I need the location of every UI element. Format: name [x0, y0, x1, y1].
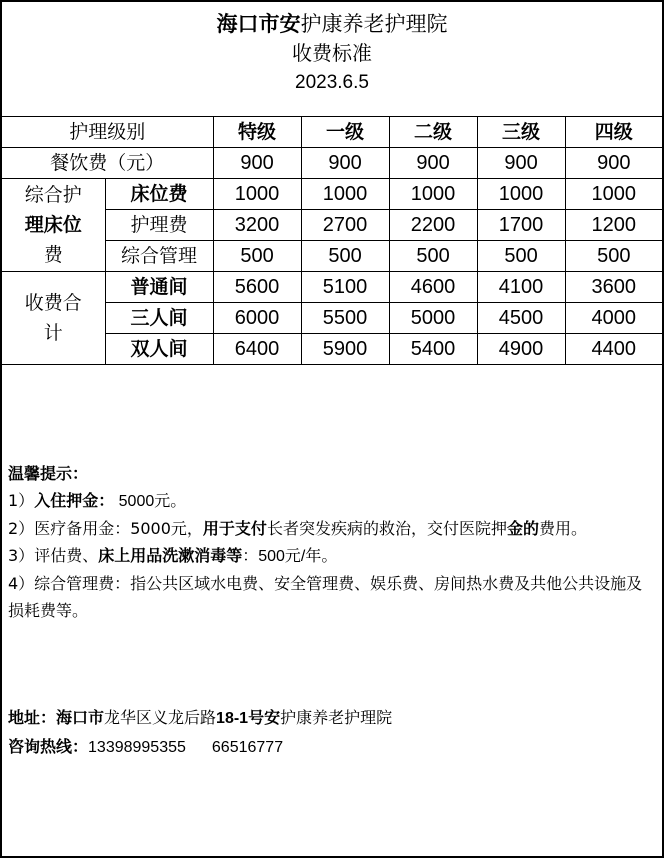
triple-room-value: 4500: [477, 303, 565, 334]
care-value: 1700: [477, 210, 565, 241]
care-label: 护理费: [105, 210, 213, 241]
title-rest: 护康养老护理院: [300, 12, 448, 36]
phone-number: 13398995355: [88, 739, 186, 756]
triple-room-value: 5000: [389, 303, 477, 334]
note-label: 评估费、: [34, 546, 99, 565]
mgmt-label: 综合管理: [105, 241, 213, 272]
normal-room-value: 4600: [389, 272, 477, 303]
normal-room-label: 普通间: [105, 272, 213, 303]
address-text: 护康养老护理院: [280, 708, 393, 727]
meal-value: 900: [301, 148, 389, 179]
level-cell: 四级: [565, 117, 662, 148]
meal-value: 900: [389, 148, 477, 179]
mgmt-value: 500: [301, 241, 389, 272]
normal-room-value: 5600: [213, 272, 301, 303]
mgmt-value: 500: [389, 241, 477, 272]
notes-section: [8, 460, 658, 624]
meal-label: 餐饮费（元）: [2, 148, 213, 179]
normal-room-value: 4100: [477, 272, 565, 303]
phone-line: [8, 733, 658, 762]
note-item: [8, 487, 658, 515]
group-line: 计: [43, 322, 63, 344]
note-bold: 金的: [506, 519, 539, 538]
note-bold: 入住押金：: [34, 491, 115, 510]
group-line: 费: [43, 244, 63, 266]
triple-room-value: 4000: [565, 303, 662, 334]
double-room-value: 6400: [213, 334, 301, 365]
bed-value: 1000: [301, 179, 389, 210]
mgmt-value: 500: [565, 241, 662, 272]
triple-room-value: 5500: [301, 303, 389, 334]
care-value: 2200: [389, 210, 477, 241]
note-prefix: 3）: [8, 546, 35, 565]
notes-heading: 温馨提示：: [8, 464, 89, 483]
phone-label: 咨询热线：: [8, 737, 89, 756]
bed-label: 床位费: [105, 179, 213, 210]
note-bold: 用于支付: [202, 519, 267, 538]
address-bold: 18-1号安: [216, 710, 281, 727]
double-room-value: 4400: [565, 334, 662, 365]
meal-value: 900: [213, 148, 301, 179]
mgmt-value: 500: [213, 241, 301, 272]
double-room-value: 4900: [477, 334, 565, 365]
note-prefix: 1）: [8, 491, 35, 510]
group-care-bed: [2, 179, 105, 272]
page-date: 2023.6.5: [295, 72, 369, 93]
care-value: 2700: [301, 210, 389, 241]
note-item: [8, 542, 658, 570]
address-label: 地址：: [8, 708, 57, 727]
note-value: 5000元。: [114, 493, 187, 510]
level-cell: 三级: [477, 117, 565, 148]
care-value: 3200: [213, 210, 301, 241]
page-subtitle: 收费标准: [292, 41, 372, 65]
note-bold: 床上用品洗漱消毒等: [98, 546, 243, 565]
level-cell: 一级: [301, 117, 389, 148]
double-room-value: 5400: [389, 334, 477, 365]
note-label: 医疗备用金：5000元，: [34, 519, 203, 538]
bed-value: 1000: [565, 179, 662, 210]
level-cell: 特级: [213, 117, 301, 148]
group-total: [2, 272, 105, 365]
bed-value: 1000: [477, 179, 565, 210]
bed-value: 1000: [389, 179, 477, 210]
table-row: [2, 272, 662, 303]
page-title: [2, 10, 662, 39]
contact-section: [8, 704, 658, 762]
triple-room-value: 6000: [213, 303, 301, 334]
level-cell: 二级: [389, 117, 477, 148]
normal-room-value: 3600: [565, 272, 662, 303]
triple-room-label: 三人间: [105, 303, 213, 334]
double-room-value: 5900: [301, 334, 389, 365]
table-row: [2, 117, 662, 148]
address-text: 龙华区义龙后路: [104, 708, 217, 727]
note-text: 长者突发疾病的救治，交付医院押: [266, 519, 507, 538]
table-row: [2, 179, 662, 210]
care-value: 1200: [565, 210, 662, 241]
address-bold: 海口市: [56, 708, 105, 727]
normal-room-value: 5100: [301, 272, 389, 303]
note-prefix: 2）: [8, 519, 35, 538]
phone-number: 66516777: [211, 739, 284, 756]
meal-value: 900: [565, 148, 662, 179]
group-line: 综合护: [24, 184, 82, 206]
address-line: [8, 704, 658, 733]
meal-value: 900: [477, 148, 565, 179]
double-room-label: 双人间: [105, 334, 213, 365]
note-item: 4）综合管理费：指公共区域水电费、安全管理费、娱乐费、房间热水费及共他公共设施及损耗费等。: [8, 574, 643, 620]
group-line: 理床位: [24, 214, 82, 236]
fee-table: [2, 116, 662, 365]
note-value: ：500元/年。: [242, 548, 338, 565]
bed-value: 1000: [213, 179, 301, 210]
note-item: [8, 515, 658, 542]
note-text: 费用。: [538, 519, 587, 538]
group-line: 收费合: [24, 292, 82, 314]
title-block: [2, 2, 662, 106]
table-row: [2, 148, 662, 179]
title-bold: 海口市安: [216, 12, 301, 36]
level-header: 护理级别: [2, 117, 213, 148]
mgmt-value: 500: [477, 241, 565, 272]
